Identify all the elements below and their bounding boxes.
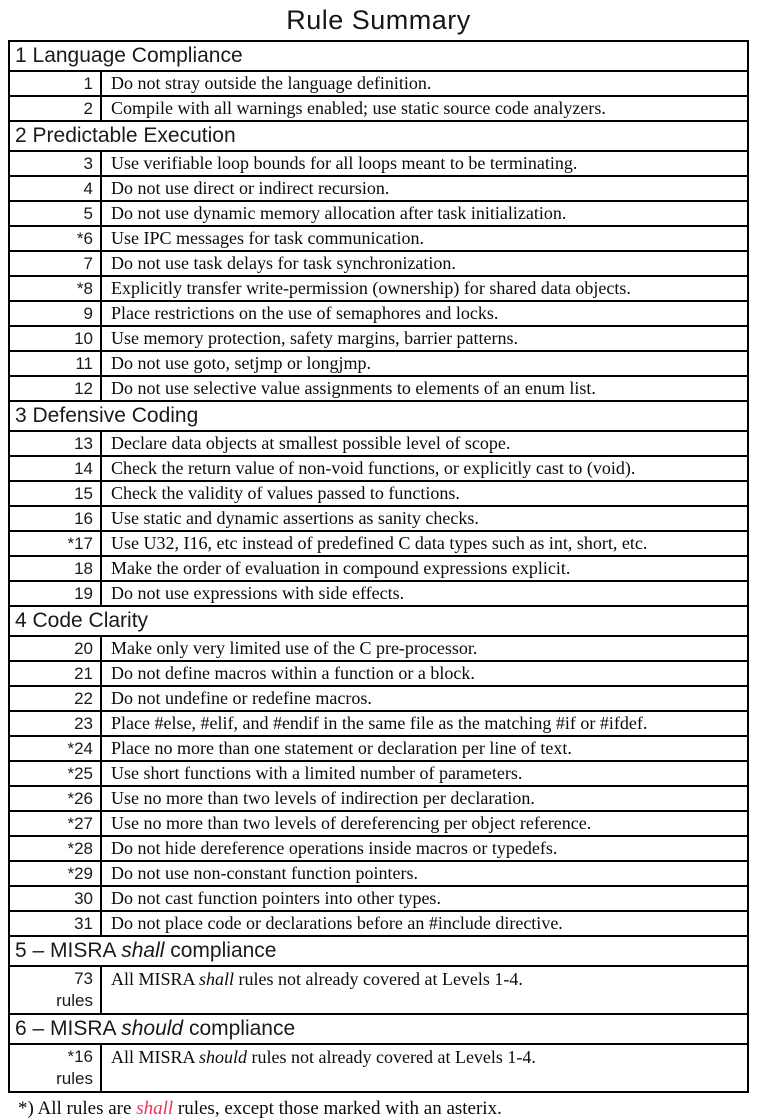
rule-row bbox=[9, 376, 748, 401]
rule-row bbox=[9, 556, 748, 581]
rule-text-cell bbox=[101, 431, 748, 456]
rule-text: Use no more than two levels of dereferencing per object reference. bbox=[111, 813, 592, 833]
section-title-italic: should bbox=[121, 1017, 184, 1040]
rule-text: Do not use expressions with side effects. bbox=[111, 583, 405, 603]
rule-text-cell bbox=[101, 326, 748, 351]
rule-text: Do not use goto, setjmp or longjmp. bbox=[111, 353, 371, 373]
rule-number-cell bbox=[9, 861, 101, 886]
rule-text: rules not already covered at Levels 1-4. bbox=[234, 969, 523, 989]
rule-text: Do not define macros within a function or a block. bbox=[111, 663, 475, 683]
section-header-row bbox=[9, 41, 748, 71]
rule-number: *6 bbox=[76, 229, 93, 248]
rule-summary-table-body bbox=[9, 41, 748, 1092]
rule-number: 2 bbox=[83, 99, 93, 118]
rule-text-cell bbox=[101, 376, 748, 401]
rule-text-cell bbox=[101, 811, 748, 836]
section-title-text: compliance bbox=[183, 1017, 296, 1040]
rule-number: 31 bbox=[74, 914, 93, 933]
section-title-italic: shall bbox=[121, 939, 165, 962]
section-header-row bbox=[9, 121, 748, 151]
rule-row bbox=[9, 251, 748, 276]
rule-text: Compile with all warnings enabled; use static source code analyzers. bbox=[111, 98, 606, 118]
rule-text-cell bbox=[101, 201, 748, 226]
rule-number: 16 bbox=[74, 509, 93, 528]
rule-number: *29 bbox=[67, 864, 93, 883]
rule-text-cell bbox=[101, 481, 748, 506]
section-title-text: 4 Code Clarity bbox=[15, 609, 149, 632]
rule-text-cell bbox=[101, 226, 748, 251]
rule-text: Use IPC messages for task communication. bbox=[111, 228, 424, 248]
rule-number-cell bbox=[9, 581, 101, 606]
rule-text-cell bbox=[101, 686, 748, 711]
rule-text: Use memory protection, safety margins, barrier patterns. bbox=[111, 328, 519, 348]
rule-text-cell bbox=[101, 636, 748, 661]
rule-number: 19 bbox=[74, 584, 93, 603]
rule-number-cell bbox=[9, 556, 101, 581]
rule-number-sub: rules bbox=[56, 991, 93, 1010]
rule-number-cell bbox=[9, 1044, 101, 1092]
rule-row bbox=[9, 176, 748, 201]
rule-number: 23 bbox=[74, 714, 93, 733]
rule-text: Check the return value of non-void functions, or explicitly cast to (void). bbox=[111, 458, 636, 478]
rule-text-cell bbox=[101, 96, 748, 121]
section-title-text: 3 Defensive Coding bbox=[15, 404, 199, 427]
rule-text-cell bbox=[101, 581, 748, 606]
rule-text: Do not use selective value assignments to elements of an enum list. bbox=[111, 378, 596, 398]
rule-number-cell bbox=[9, 456, 101, 481]
rule-number-cell bbox=[9, 531, 101, 556]
rule-text: Place restrictions on the use of semaphores and locks. bbox=[111, 303, 499, 323]
footnote-text: *) All rules are bbox=[18, 1098, 137, 1119]
rule-text: Do not use direct or indirect recursion. bbox=[111, 178, 390, 198]
rule-row bbox=[9, 761, 748, 786]
rule-number-cell bbox=[9, 786, 101, 811]
rule-text-cell bbox=[101, 506, 748, 531]
section-title-text: 1 Language Compliance bbox=[15, 44, 243, 67]
rule-text-cell bbox=[101, 456, 748, 481]
rule-number: 13 bbox=[74, 434, 93, 453]
rule-row bbox=[9, 531, 748, 556]
rule-number: 30 bbox=[74, 889, 93, 908]
rule-number: 7 bbox=[83, 254, 93, 273]
rule-number-cell bbox=[9, 251, 101, 276]
rule-row bbox=[9, 481, 748, 506]
rule-text: All MISRA bbox=[111, 969, 200, 989]
rule-text-cell bbox=[101, 531, 748, 556]
rule-number: 5 bbox=[83, 204, 93, 223]
rule-number: *27 bbox=[67, 814, 93, 833]
rule-number: 10 bbox=[74, 329, 93, 348]
rule-number-cell bbox=[9, 71, 101, 96]
rule-text: Do not place code or declarations before an #include directive. bbox=[111, 913, 563, 933]
section-title-text: 6 – MISRA bbox=[15, 1017, 122, 1040]
rule-text: Use static and dynamic assertions as sanity checks. bbox=[111, 508, 479, 528]
section-header-row bbox=[9, 606, 748, 636]
section-header bbox=[9, 401, 748, 431]
rule-number: *8 bbox=[76, 279, 93, 298]
rule-number: 4 bbox=[83, 179, 93, 198]
section-header bbox=[9, 41, 748, 71]
rule-row bbox=[9, 431, 748, 456]
rule-number-cell bbox=[9, 636, 101, 661]
rule-text: Do not use task delays for task synchronization. bbox=[111, 253, 456, 273]
rule-row bbox=[9, 661, 748, 686]
rule-text: Do not use dynamic memory allocation after task initialization. bbox=[111, 203, 567, 223]
rule-number-cell bbox=[9, 711, 101, 736]
rule-text-cell bbox=[101, 556, 748, 581]
rule-text: Place no more than one statement or declaration per line of text. bbox=[111, 738, 572, 758]
rule-row bbox=[9, 456, 748, 481]
rule-row bbox=[9, 201, 748, 226]
rule-number-cell bbox=[9, 176, 101, 201]
rule-number: 15 bbox=[74, 484, 93, 503]
rule-italic: shall bbox=[199, 969, 235, 989]
rule-text-cell bbox=[101, 966, 748, 1014]
rule-text: Make only very limited use of the C pre-processor. bbox=[111, 638, 478, 658]
rule-row bbox=[9, 151, 748, 176]
rule-text-cell bbox=[101, 761, 748, 786]
rule-text-cell bbox=[101, 276, 748, 301]
rule-text-cell bbox=[101, 301, 748, 326]
rule-number-cell bbox=[9, 886, 101, 911]
rule-number-cell bbox=[9, 276, 101, 301]
rule-number-cell bbox=[9, 301, 101, 326]
rule-number: 14 bbox=[74, 459, 93, 478]
rule-text-cell bbox=[101, 71, 748, 96]
rule-number-cell bbox=[9, 661, 101, 686]
rule-text-cell bbox=[101, 836, 748, 861]
rule-number: 12 bbox=[74, 379, 93, 398]
rule-text: Explicitly transfer write-permission (ownership) for shared data objects. bbox=[111, 278, 631, 298]
footnote-text: rules, except those marked with an asterix. bbox=[173, 1098, 502, 1119]
rule-text: Place #else, #elif, and #endif in the same file as the matching #if or #ifdef. bbox=[111, 713, 648, 733]
rule-number-cell bbox=[9, 761, 101, 786]
rule-row bbox=[9, 911, 748, 936]
rule-row bbox=[9, 711, 748, 736]
rule-text: Do not hide dereference operations inside macros or typedefs. bbox=[111, 838, 558, 858]
rule-text: Do not stray outside the language definition. bbox=[111, 73, 432, 93]
rule-text: Do not undefine or redefine macros. bbox=[111, 688, 372, 708]
rule-text: Do not cast function pointers into other types. bbox=[111, 888, 441, 908]
rule-italic: should bbox=[199, 1047, 248, 1067]
rule-number-cell bbox=[9, 376, 101, 401]
rule-text: All MISRA bbox=[111, 1047, 200, 1067]
rule-number: *17 bbox=[67, 534, 93, 553]
rule-text: Use short functions with a limited number of parameters. bbox=[111, 763, 523, 783]
rule-number: 3 bbox=[83, 154, 93, 173]
rule-text-cell bbox=[101, 736, 748, 761]
section-header-row bbox=[9, 936, 748, 966]
rule-number-cell bbox=[9, 836, 101, 861]
rule-text-cell bbox=[101, 176, 748, 201]
rule-text: Use U32, I16, etc instead of predefined C data types such as int, short, etc. bbox=[111, 533, 648, 553]
rule-row bbox=[9, 301, 748, 326]
rule-text: rules not already covered at Levels 1-4. bbox=[247, 1047, 536, 1067]
rule-row bbox=[9, 96, 748, 121]
section-title-text: 5 – MISRA bbox=[15, 939, 122, 962]
rule-row bbox=[9, 581, 748, 606]
rule-text-cell bbox=[101, 786, 748, 811]
section-header bbox=[9, 606, 748, 636]
rule-text-cell bbox=[101, 151, 748, 176]
rule-text: Make the order of evaluation in compound expressions explicit. bbox=[111, 558, 571, 578]
rule-number-sub: rules bbox=[56, 1069, 93, 1088]
rule-number-cell bbox=[9, 911, 101, 936]
rule-number-cell bbox=[9, 226, 101, 251]
rule-number-cell bbox=[9, 481, 101, 506]
section-header bbox=[9, 121, 748, 151]
section-header bbox=[9, 1014, 748, 1044]
rule-number-cell bbox=[9, 966, 101, 1014]
rule-text-cell bbox=[101, 911, 748, 936]
section-title-text: compliance bbox=[164, 939, 277, 962]
rule-summary-table bbox=[8, 40, 749, 1093]
rule-row bbox=[9, 506, 748, 531]
rule-number: *16 bbox=[67, 1047, 93, 1066]
rule-number-cell bbox=[9, 96, 101, 121]
rule-text: Do not use non-constant function pointers. bbox=[111, 863, 418, 883]
rule-text: Declare data objects at smallest possible level of scope. bbox=[111, 433, 511, 453]
rule-row bbox=[9, 786, 748, 811]
rule-row bbox=[9, 736, 748, 761]
rule-row bbox=[9, 276, 748, 301]
rule-number: 1 bbox=[83, 74, 93, 93]
rule-text: Check the validity of values passed to functions. bbox=[111, 483, 460, 503]
rule-row bbox=[9, 966, 748, 1014]
rule-row bbox=[9, 226, 748, 251]
rule-number: 73 bbox=[74, 969, 93, 988]
rule-text-cell bbox=[101, 861, 748, 886]
rule-number-cell bbox=[9, 811, 101, 836]
rule-text: Use verifiable loop bounds for all loops meant to be terminating. bbox=[111, 153, 578, 173]
footnote bbox=[18, 1098, 757, 1120]
rule-number-cell bbox=[9, 151, 101, 176]
rule-number: *26 bbox=[67, 789, 93, 808]
rule-row bbox=[9, 836, 748, 861]
footnote-italic: shall bbox=[136, 1098, 174, 1119]
rule-number: *24 bbox=[67, 739, 93, 758]
rule-row bbox=[9, 811, 748, 836]
section-header-row bbox=[9, 1014, 748, 1044]
rule-number: *25 bbox=[67, 764, 93, 783]
rule-number: 22 bbox=[74, 689, 93, 708]
rule-row bbox=[9, 886, 748, 911]
rule-row bbox=[9, 326, 748, 351]
rule-row bbox=[9, 861, 748, 886]
rule-row bbox=[9, 351, 748, 376]
rule-number: *28 bbox=[67, 839, 93, 858]
rule-number: 11 bbox=[75, 354, 93, 373]
rule-number-cell bbox=[9, 326, 101, 351]
rule-text-cell bbox=[101, 886, 748, 911]
rule-number: 9 bbox=[83, 304, 93, 323]
section-header-row bbox=[9, 401, 748, 431]
page-title: Rule Summary bbox=[286, 5, 471, 35]
rule-number-cell bbox=[9, 736, 101, 761]
rule-number-cell bbox=[9, 201, 101, 226]
rule-number: 20 bbox=[74, 639, 93, 658]
rule-row bbox=[9, 686, 748, 711]
rule-text-cell bbox=[101, 661, 748, 686]
section-header bbox=[9, 936, 748, 966]
rule-number: 18 bbox=[74, 559, 93, 578]
section-title-text: 2 Predictable Execution bbox=[15, 124, 236, 147]
rule-text-cell bbox=[101, 351, 748, 376]
rule-text-cell bbox=[101, 711, 748, 736]
rule-row bbox=[9, 71, 748, 96]
rule-number: 21 bbox=[74, 664, 93, 683]
rule-number-cell bbox=[9, 686, 101, 711]
rule-number-cell bbox=[9, 431, 101, 456]
rule-row bbox=[9, 1044, 748, 1092]
rule-number-cell bbox=[9, 351, 101, 376]
rule-text-cell bbox=[101, 1044, 748, 1092]
rule-number-cell bbox=[9, 506, 101, 531]
rule-text-cell bbox=[101, 251, 748, 276]
rule-text: Use no more than two levels of indirection per declaration. bbox=[111, 788, 535, 808]
rule-row bbox=[9, 636, 748, 661]
